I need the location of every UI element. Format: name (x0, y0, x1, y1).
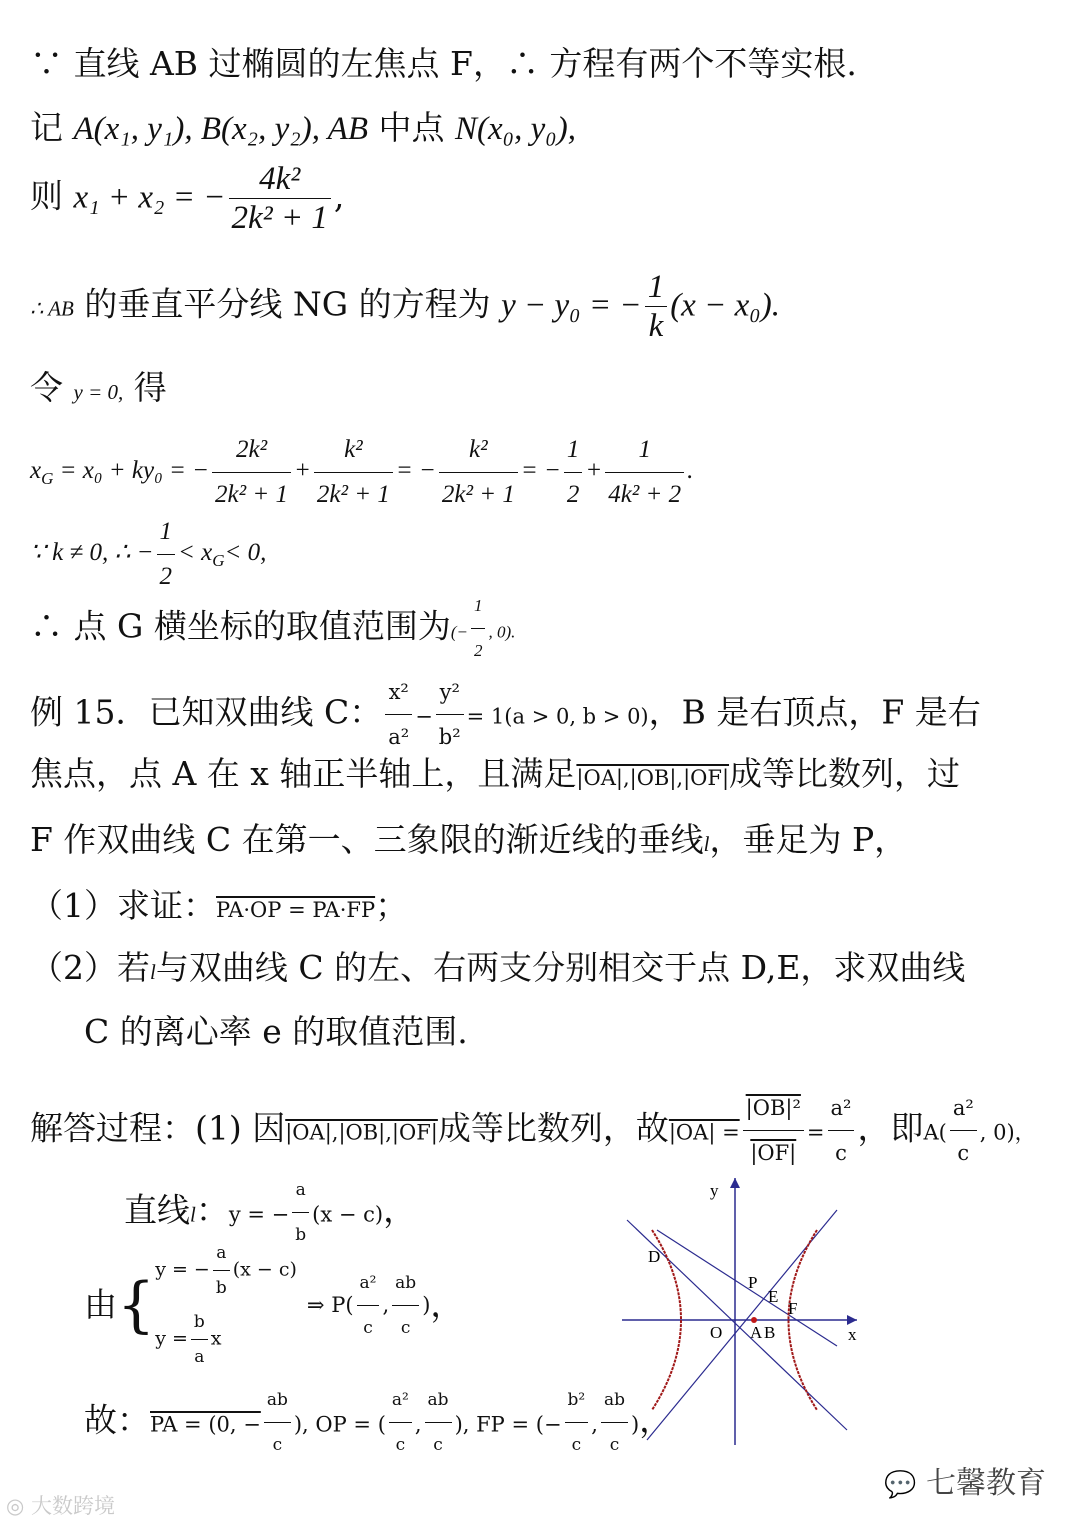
equals: = − (395, 457, 436, 485)
frac-num: 1 (157, 510, 176, 555)
frac-den: 2 (159, 563, 172, 590)
frac-num: ab (425, 1378, 452, 1423)
range-close: , 0). (488, 622, 516, 642)
point-a-open: A( (923, 1120, 947, 1145)
example-line-2-tail: 成等比数列，过 (729, 754, 961, 793)
frac-num: 1 (471, 584, 486, 629)
line-3-expr: x₁ + x₂ = − (73, 179, 226, 216)
xg-sub: G (212, 551, 225, 571)
text-line-2 (30, 106, 1050, 151)
solution-frac-3 (950, 1086, 977, 1175)
system-row-1 (155, 1236, 297, 1305)
label-p: P (748, 1273, 758, 1292)
comma: ， (639, 1400, 673, 1440)
xg-sub: G (41, 469, 54, 489)
text-line-6 (30, 428, 1050, 517)
example-15-line-3 (30, 818, 1050, 866)
line-8-text: ∴ 点 G 横坐标的取值范围为 (30, 606, 451, 646)
line-8-frac (471, 584, 486, 673)
solution-label: 解答过程：(1) 因 (30, 1108, 286, 1148)
line-4-fraction (645, 268, 668, 345)
question-1-vector-eq: PA·OP = PA·FP (216, 898, 376, 922)
line-7-tail: < 0, (224, 539, 267, 567)
solution-ie: ，即 (857, 1108, 924, 1148)
frac-den: 2k² + 1 (215, 481, 289, 508)
row-lhs: y = (155, 1327, 188, 1350)
line-4-ab: ∴ AB (30, 296, 74, 321)
equals: = − (520, 457, 561, 485)
frac-num: 2k² (212, 428, 291, 473)
watermark-left (6, 1490, 115, 1520)
line-6-frac-2 (314, 428, 393, 517)
logo-icon: ◎ (6, 1494, 25, 1518)
label-a: A (750, 1323, 763, 1342)
example-15-line-2 (30, 752, 1050, 800)
frac-num: b² (565, 1378, 589, 1423)
frac-den: 2k² + 1 (231, 200, 328, 236)
plus: + (585, 457, 603, 485)
v-frac-1 (264, 1378, 291, 1467)
frac-den: c (835, 1141, 847, 1165)
label-d: D (648, 1247, 661, 1266)
vector-pa: PA = (0, − (150, 1412, 261, 1437)
frac-num: 1 (645, 268, 668, 307)
row-frac (191, 1305, 208, 1374)
row-rhs: x (210, 1327, 222, 1350)
system-row-2 (155, 1305, 297, 1374)
frac-den: 2k² + 1 (316, 481, 390, 508)
solution-text: 成等比数列，故 (437, 1108, 669, 1148)
p-frac-2 (392, 1261, 419, 1350)
example-15-line-1 (30, 670, 1050, 759)
watermark-right-text: 七馨教育 (926, 1466, 1046, 1501)
frac-den: 2 (473, 641, 483, 660)
solution-frac-1 (743, 1086, 804, 1175)
label-x: x (848, 1325, 857, 1344)
frac-den: |OF| (750, 1141, 797, 1165)
frac-num: a² (828, 1086, 855, 1131)
label-e: E (768, 1287, 779, 1306)
line-l: l (190, 1202, 196, 1227)
label-y: y (710, 1181, 719, 1200)
comma: , (591, 1412, 598, 1437)
question-2-label: （2）若 (30, 948, 150, 987)
line-l: l (703, 832, 710, 856)
question-1 (30, 884, 1050, 932)
frac-num: a (213, 1236, 230, 1271)
frac-den: a (194, 1347, 205, 1367)
y-axis-arrow-icon (730, 1178, 740, 1188)
line-4-expr: y − y₀ = − (501, 287, 642, 324)
label-b: B (764, 1323, 776, 1342)
hyperbola-frac-x (385, 670, 412, 759)
question-2 (30, 946, 1050, 994)
line-4-text: 的垂直平分线 NG 的方程为 (84, 284, 491, 324)
frac-den: 2 (566, 481, 580, 508)
frac-num: a (292, 1168, 309, 1213)
point-a-close: , 0)， (979, 1120, 1036, 1145)
row-lhs: y = − (155, 1258, 210, 1281)
line-6-expr: = x₀ + ky₀ = − (59, 457, 210, 485)
equals: = (806, 1120, 825, 1145)
line-1-text: ∵ 直线 AB 过椭圆的左焦点 F，∴ 方程有两个不等实根. (30, 44, 857, 83)
line-l: l (150, 960, 156, 984)
frac-num: a² (357, 1261, 380, 1306)
comma: , (414, 1412, 422, 1437)
watermark-left-text: 大数跨境 (31, 1494, 116, 1518)
frac-num: x² (385, 670, 412, 715)
close-paren: ) (630, 1412, 640, 1437)
line-3-fraction (229, 160, 331, 237)
brace-icon: { (117, 1270, 156, 1340)
frac-den: c (272, 1435, 283, 1455)
line-eq: y = − (228, 1202, 290, 1227)
frac-den: c (395, 1435, 406, 1455)
frac-num: k² (314, 428, 393, 473)
example-line-1-tail: ，B 是右顶点，F 是右 (648, 692, 981, 732)
line-eq-tail: (x − c) (312, 1202, 384, 1227)
frac-den: c (609, 1435, 620, 1455)
frac-den: b (295, 1225, 307, 1245)
vector-fp: ), FP = (− (454, 1412, 562, 1437)
range-open: (− (450, 622, 468, 642)
frac-den: c (433, 1435, 443, 1455)
v-frac-4 (565, 1378, 589, 1467)
minus: − (415, 704, 433, 729)
row-rhs: (x − c) (232, 1258, 297, 1281)
oa-length: |OA| = (668, 1120, 740, 1145)
line-3-end: , (333, 176, 345, 216)
line-6-frac-5 (605, 428, 684, 517)
close-paren: ) (422, 1293, 431, 1317)
frac-num: ab (392, 1261, 419, 1306)
frac-num: k² (439, 428, 518, 473)
line-l (657, 1230, 837, 1346)
frac-num: 4k² (229, 160, 331, 199)
line-2-points: A(x₁, y₁), B(x₂, y₂), AB (73, 111, 368, 147)
implies-p: ⇒ P( (306, 1293, 354, 1317)
watermark-right (884, 1458, 1046, 1502)
line-2-midpoint: N(x₀, y₀), (454, 111, 576, 147)
question-2-text-2: C 的离心率 e 的取值范围. (84, 1012, 468, 1051)
frac-den: b² (438, 725, 461, 749)
line-7-lt: < x (178, 539, 213, 567)
frac-num: |OB|² (743, 1086, 804, 1131)
solution-vectors (84, 1378, 1050, 1467)
frac-den: c (400, 1317, 411, 1338)
p-frac-1 (357, 1261, 380, 1350)
line-6-frac-3 (439, 428, 518, 517)
frac-num: y² (436, 670, 464, 715)
geometric-terms: |OA|,|OB|,|OF| (285, 1120, 438, 1145)
text-line-1 (30, 42, 1050, 86)
line-6-frac-1 (212, 428, 291, 517)
line-2-label: 记 (30, 108, 63, 147)
period: . (687, 457, 694, 485)
frac-num: 1 (564, 428, 583, 473)
vectors-label: 故： (84, 1400, 150, 1440)
line-7-expr: ∵ k ≠ 0, ∴ − (30, 539, 154, 567)
frac-den: c (957, 1141, 970, 1165)
frac-den: 4k² + 2 (608, 481, 682, 508)
line-5-tail: 得 (133, 368, 167, 407)
vector-op: ), OP = ( (293, 1412, 386, 1437)
solution-system (84, 1236, 1050, 1367)
example-line-2-text: 焦点，点 A 在 x 轴正半轴上，且满足 (30, 754, 577, 793)
frac-num: ab (264, 1378, 291, 1423)
hyperbola-frac-y (436, 670, 464, 759)
line-4-tail: (x − x₀). (670, 287, 780, 324)
text-line-4 (30, 268, 1050, 345)
example-line-3-tail: ，垂足为 P， (709, 820, 908, 859)
solution-line-1 (30, 1086, 1050, 1175)
hyperbola-condition: = 1(a > 0, b > 0) (466, 704, 649, 729)
frac-den: c (571, 1435, 582, 1455)
geometric-terms: |OA|,|OB|,|OF| (576, 766, 730, 790)
text-line-8 (30, 584, 1050, 673)
example-line-3-text: F 作双曲线 C 在第一、三象限的渐近线的垂线 (30, 820, 704, 859)
line-5-label: 令 (30, 368, 63, 407)
label-o: O (710, 1323, 723, 1342)
comma: , (382, 1293, 390, 1317)
comma: ， (430, 1285, 464, 1324)
line-5-expr: y = 0, (73, 380, 124, 404)
question-1-end: ； (375, 886, 409, 925)
example-title: 例 15．已知双曲线 C： (30, 692, 383, 732)
plus: + (294, 457, 311, 485)
question-2-cont (84, 1010, 1050, 1054)
comma: ， (383, 1190, 417, 1230)
label-f: F (788, 1299, 798, 1318)
solution-frac-2 (828, 1086, 855, 1175)
text-line-5 (30, 366, 1050, 414)
frac-num: 1 (605, 428, 684, 473)
line-word: 直线 (124, 1190, 190, 1230)
v-frac-2 (389, 1378, 412, 1467)
hyperbola-figure (612, 1170, 872, 1450)
question-1-label: （1）求证： (30, 886, 216, 925)
line-2-midpoint-word: 中点 (378, 108, 445, 147)
line-6-frac-4 (564, 428, 583, 517)
frac-den: b (215, 1278, 227, 1298)
system-label: 由 (84, 1285, 117, 1324)
text-line-3 (30, 160, 1050, 237)
frac-den: 2k² + 1 (441, 481, 515, 508)
row-frac (213, 1236, 230, 1305)
colon: ： (195, 1190, 229, 1230)
v-frac-3 (425, 1378, 452, 1467)
frac-den: c (363, 1317, 373, 1338)
xg-var: x (30, 457, 42, 485)
frac-num: a² (950, 1086, 977, 1131)
frac-num: b (191, 1305, 208, 1340)
frac-den: a² (388, 725, 410, 749)
frac-num: a² (389, 1378, 412, 1423)
system-rows (155, 1236, 297, 1374)
question-2-text: 与双曲线 C 的左、右两支分别相交于点 D,E，求双曲线 (155, 948, 966, 987)
frac-num: ab (601, 1378, 628, 1423)
x-axis-arrow-icon (847, 1315, 857, 1325)
chat-bubble-icon: 💬 (884, 1470, 917, 1500)
frac-den: k (648, 308, 664, 344)
line-3-label: 则 (30, 176, 63, 216)
